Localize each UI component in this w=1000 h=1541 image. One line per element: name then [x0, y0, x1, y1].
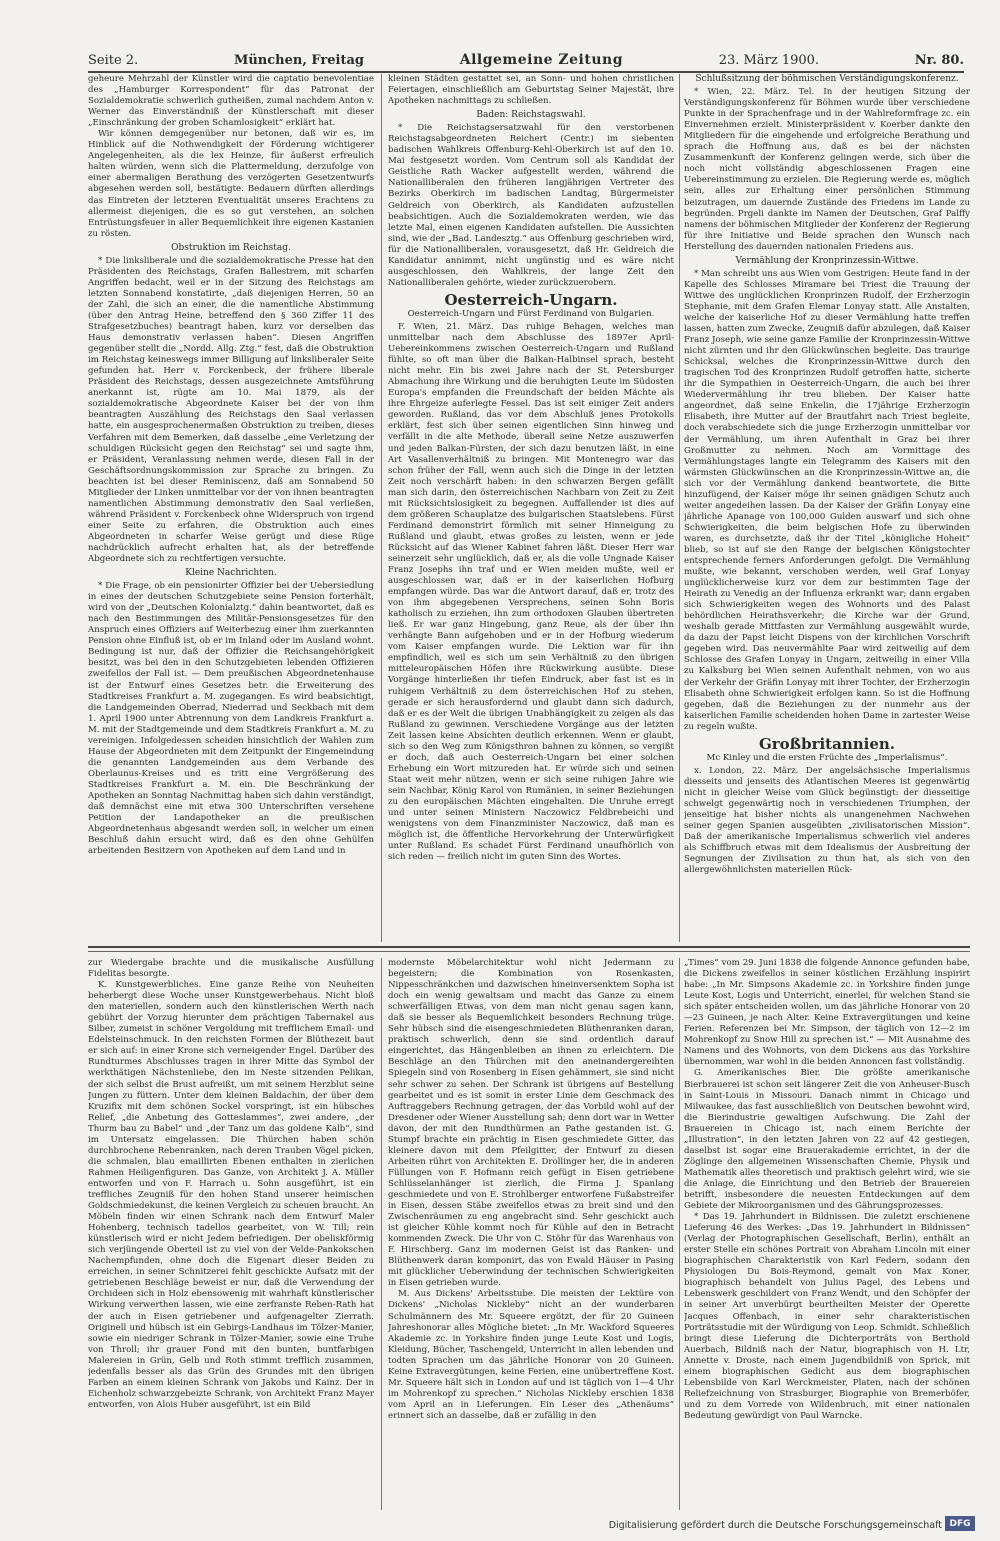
article-paragraph: kleinen Städten gestattet sei, an Sonn- und hohen christlichen Feiertagen, einschließlich am Geburtstag Seiner Majestät, ihre Apotheken nachmittags zu schließen. [388, 74, 674, 107]
issue-number: Nr. 80. [914, 53, 964, 68]
article-paragraph: Wir können demgegenüber nur betonen, daß wir es, im Hinblick auf die Nothwendigkeit der Förderung wichtigerer Angelegenheiten, als die lex Heinze, für äußerst erfreulich halten würden, wenn sich die Plattermeldung, derzufolge von einer abermaligen Berathung des verzögerten Gesetzentwurfs abgesehen werden soll, bestätigte. Bedauern dürften allerdings das Eintreten der letzteren Eventualität unseres Erachtens zu allermeist diejenigen, die es so gut verstehen, an solchen Entrüstungsfeuer in aller Bequemlichkeit ihre eigenen Kastanien zu rösten. [88, 129, 374, 239]
column-divider [679, 74, 680, 942]
masthead [88, 44, 964, 73]
section-heading: Großbritannien. [758, 734, 896, 753]
column-4 [88, 958, 374, 1510]
article-paragraph: M. Aus Dickens' Arbeitsstube. Die meisten der Lektüre von Dickens' „Nicholas Nickleby“ nicht an der wunderbaren Schulmännern des Mr. Squeere ergötzt, der für 20 Guineen Jahreshonorar alles Mögliche bietet: „In Mr. Wackford Squeeres Akademie zc. in Yorkshire finden junge Leute Kost und Logis, Kleidung, Bücher, Taschengeld, Unterricht in allen lebenden und todten Sprachen um das jährliche Honorar von 20 Guineen. Keine Extravergütungen, keine Ferien, eine unübertreffene Kost. Mr. Squeere hält sich in London auf und ist täglich von 1—4 Uhr im Mohrenkopf zu sprechen.“ Nicholas Nickleby erschien 1838 vom April an in Lieferungen. Ein Leser des „Athenäums“ erinnert sich an dasselbe, daß er zufällig in den [388, 1289, 674, 1421]
dfg-logo: DFG [945, 1516, 975, 1531]
newspaper-title: Allgemeine Zeitung [459, 52, 623, 68]
feuilleton-divider [88, 946, 970, 948]
article-paragraph: geheure Mehrzahl der Künstler wird die captatio benevolentiae des „Hamburger Korrespondent“ für das Patronat der Sozialdemokratie schwerlich gutheißen, zumal nachdem Anton v. Werner das Einverständniß der Künstlerschaft mit dieser „Einschränkung der groben Schamlosigkeit“ erklärt hat. [88, 74, 374, 129]
article-paragraph: zur Wiedergabe brachte und die musikalische Ausfüllung Fidelitas besorgte. [88, 958, 374, 980]
section-heading: Vermählung der Kronprinzessin-Wittwe. [735, 255, 919, 266]
article-paragraph: F. Wien, 21. März. Das ruhige Behagen, welches man unmittelbar nach dem Abschlusse des 1897er April-Uebereinkommens zwischen Oesterreich-Ungarn und Rußland fühlte, so oft man über die Balkan-Halbinsel sprach, besteht nicht mehr. Ein bis zwei Jahre nach der St. Petersburger Abmachung ihre Wirkung und die beruhigten Leute im Südosten Europa's empfanden die Freundschaft der beiden Mächte als ihre Ehrgeize auferlegte Fessel. Das ist seit einiger Zeit anders geworden. Rußland, das vor dem Abschluß jenes Protokolls erklärt, fest sich über seinen eigentlichen Sinn hinweg und verfällt in die alte Methode, überall seine Netze auszuwerfen und jeden Balkan-Fürsten, der sich dazu benutzen läßt, in eine Art Vasallenverhältniß zu bringen. Mit Montenegro war das schon früher der Fall, wenn auch sich die Dinge in der letzten Zeit noch verschärft haben: in den schwarzen Bergen gefällt man sich darin, den österreichischen Nachbarn von Zeit zu Zeit mit Rücksichtslosigkeit zu begegnen. Auffallender ist dies auf dem größeren Schauplatze des bulgarischen Staatslebens. Fürst Ferdinand demonstrirt förmlich mit seiner Hinneigung zu Rußland und glaubt, etwas großes zu leisten, wenn er jede Rücksicht auf das Wiener Kabinet fahren läßt. Dieser Herr war seinerzeit sehr unglücklich, daß er, als die volle Ungnade Kaiser Franz Josephs ihn traf und er Wien meiden mußte, weil er ausgeschlossen war, daß er in der kaiserlichen Hofburg empfangen würde. Das war die Antwort darauf, daß er, trotz des von ihm abgegebenen Versprechens, seinen Sohn Boris katholisch zu erziehen, ihn zum orthodoxen Glauben übertreten ließ. Er war ganz Hingebung, ganz Reue, als der über ihn verhängte Bann aufgehoben und er in der Hofburg wiederum vom Kaiser empfangen wurde. Die Lektion war für ihn empfindlich, weil es sich um sein Verhältniß zu den übrigen mitteleuropäischen Höfen ihre Rückwirkung ausübte. Diese Vorgänge hinterließen ihr tiefen Eindruck, aber fast ist es in ruhigem Verhältniß zu dem österreichischen Hof zu stehen, gerade er sich herausfordernd und glaubt dann sich dadurch, daß er es der Welt die übrigen Unabhängigkeit zu zeigen als das Rußland zu gewinnen. Verschiedene Vorgänge aus der letzten Zeit lassen keine Absichten deutlich erkennen. Wenn er glaubt, sich so den Weg zum Königsthron bahnen zu können, so vergißt er doch, daß auch Oesterreich-Ungarn bei einer solchen Erhebung ein Wort mitzureden hat. Er würde sich und seinen Staat weit mehr nützen, wenn er sich seine ruhigen Jahre wie sein Nachbar, König Karol von Rumänien, in seiner Beziehungen zu den europäischen Mächten eingehalten. Die Unruhe erregt und unter seinen Ministern Naczowicz Feldbrebeichi und wenigstens von dem Finanzminister Naczowicz, daß man es möglich ist, die öffentliche Hervorkehrung der Unterwürfigkeit unter Rußland. Es schadet Fürst Ferdinand unaufhörlich von sich reden — freilich nicht im guten Sinn des Wortes. [388, 321, 674, 863]
article-paragraph: modernste Möbelarchitektur wohl nicht Jedermann zu begeistern; die Kombination von Rosenkasten, Nippesschränkchen und dazwischen hineinversenktem Sopha ist doch ein wenig gewaltsam und macht das Ganze zu einem schwerfälligen Etwas, von dem man nicht genau sagen kann, daß sie besser als Bequemlichkeit besonders Rechnung trüge. Sehr hübsch sind die eisengeschmiedeten Blüthenranken daran, praktisch schwerlich, denn sie sind ordentlich darauf eingerichtet, das Hängenbleiben an ihnen zu erleichtern. Die Beschläge an den Thürchen mit den aneinandergereihten Spiegeln sind von Rosenberg in Eisen gehämmert, sie sind nicht sehr schwer zu sehen. Der Schrank ist übrigens auf Bestellung gearbeitet und es ist somit in erster Linie dem Geschmack des Auftraggebers Rechnung getragen, der das Vorbild wohl auf der Dresdener oder Wiener Ausstellung sah; denn dort war in Wetter davon, der mit den Rundthürmen an Pathe gestanden ist. G. Stumpf brachte ein prächtig in Eisen geschmiedete Gitter, das kleinere davon mit dem Pfeilgitter, der Entwurf zu diesen Arbeiten rührt von Architekten E. Drollinger her, die in anderen Füllungen von F. Hofmann reich gefügt in Eisen getriebene Schlüsselanhänger ist zierlich, die Firma J. Spanlang geschmiedete und von E. Strohlberger entworfene Fußabstreifer in Eisen, dessen Stäbe zweifellos etwas zu breit sind und den Zwischenräumen zu eng angebracht sind. Sehr geschickt auch ist gleicher Kühle kommt noch für Kühle auf den in Betracht kommenden Zweck. Die Uhr von C. Stöhr für das Warenhaus von F. Hirschberg. Ganz im modernen Geist ist das Ranken- und Blüthenwerk daran komponirt, das von Ewald Häuser in Pasing mit glücklicher Ueberwindung der technischen Schwierigkeiten in Eisen getrieben wurde. [388, 958, 674, 1289]
section-heading: Schlußsitzung der böhmischen Verständigungskonferenz. [695, 74, 959, 84]
column-3 [684, 74, 970, 942]
article-paragraph: * Das 19. Jahrhundert in Bildnissen. Die zuletzt erschienene Lieferung 46 des Werkes: „Das 19. Jahrhundert in Bildnissen“ (Verlag der Photographischen Gesellschaft, Berlin), enthält an erster Stelle ein schönes Portrait von Abraham Lincoln mit einer biographischen Charakteristik von Karl Federn, sodann den Physiologen Du Bois-Reymond, gemalt von Max Koner, biographisch behandelt von Julius Pagel, des Lebens und Lebenswerk geschildert von Franz Wendt, und den Schöpfer der in seiner Art unverbürgt beurtheilten Meister der Operette Jacques Offenbach, in einer sehr charakteristischen Porträtsstudie mit der Würdigung von Leop. Schmidt. Schließlich bringt diese Lieferung die Dichterporträts von Berthold Auerbach, Bildniß nach der Natur, biographisch von H. Ltr, Annette v. Droste, nach einem Jugendbildniß von Sprick, mit einem biographischen Gedicht aus dem biographischen Lebensbilde von Karl Werckmeister, Platen, nach der schönen Reliefzeichnung von Strasburger, Biographie von Bremerböfer, und zu dem Vorrede von Wildenbruch, mit einer nationalen Bedeutung gewürdigt von Paul Warncke. [684, 1212, 970, 1421]
article-paragraph: * Man schreibt uns aus Wien vom Gestrigen: Heute fand in der Kapelle des Schlosses Miramare bei Triest die Trauung der Wittwe des unglücklichen Kronprinzen Rudolf, der Erzherzogin Stephanie, mit dem Grafen Elemar Lonyay statt. Alle Anstalten, welche der kaiserliche Hof zu dieser Vermählung hatte treffen lassen, hatten zum Zwecke, Zeugniß dafür abzulegen, daß Kaiser Franz Joseph, wie seine ganze Familie der Kronprinzessin-Wittwe nicht zürnten und ihr den Glückwünschen begleite. Das traurige Schicksal, welches die Kronprinzessin-Wittwe durch den tragischen Tod des Kronprinzen Rudolf getroffen hatte, sicherte ihr die Sympathien in Oesterreich-Ungarn, die auch bei ihrer Wiedervermählung ihr treu blieben. Der Kaiser hatte angeordnet, daß seine Enkelin, die 17jährige Erzherzogin Elisabeth, ihre Mutter auf der Brautfahrt nach Triest begleite, doch verabschiedete sich die junge Erzherzogin unmittelbar vor der Vermählung, um ihren Aufenthalt in Graz bei ihrer Großmutter zu nehmen. Noch am Vormittage des Vermählungstages langte ein Telegramm des Kaisers mit den wärmsten Glückwünschen an die Kronprinzessin-Wittwe an, die sich vor der Vermählung dankend beantwortete, die Bitte hinzufügend, der Kaiser möge ihr seinen gnädigen Schutz auch weiter angedeihen lassen. Da der Kaiser der Gräfin Lonyay eine jährliche Apanage von 100,000 Gulden auswarf und sich ohne Schwierigkeiten, die beim belgischen Hofe zu überwinden waren, es durchsetzte, daß ihr der Titel „königliche Hoheit“ blieb, so ist auf sie den Range der belgischen Königstochter entsprechende ferners Anforderungen gefolgt. Die Vermählung mußte, wie bekannt, verschoben werden, weil Graf Lonyay unglücklicherweise kurz vor dem zur bestimmten Tage der Heirath zu Venedig an der Influenza erkrankt war; dann ergaben sich Schwierigkeiten wegen des Wohnorts und des Palast behördlichen Heirathsverkehr; die Kirche war der Grund, weshalb gerade Mittfasten zur Vermählung ausgewählt wurde, da dazu der Papst leicht Dispens von der kirchlichen Vorschrift gegeben wird. Das neuvermählte Paar wird zeitweilig auf dem Schlosse des Grafen Lonyay in Ungarn, zeitweilig in einer Villa zu Kalksburg bei Wien seinen Aufenthalt nehmen, von wo aus der Verkehr der Gräfin Lonyay mit ihrer Tochter, der Erzherzogin Elisabeth ohne Schwierigkeit erfolgen kann. So ist die Hoffnung gegeben, daß die Beziehungen zu der nunmehr aus der kaiserlichen Familie scheidenden hohen Dame in zartester Weise zu regeln wußte. [684, 268, 970, 732]
article-paragraph: K. Kunstgewerbliches. Eine ganze Reihe von Neuheiten beherbergt diese Woche unser Kunstgewerbehaus. Nicht bloß den materiellen, sondern auch den künstlerischen Werth nach gebührt der Vorzug hierunter dem prächtigen Tabernakel aus Silber, zumeist in schöner Vergoldung mit trefflichem Email- und Edelsteinschmuck. In den reichsten Formen der Blüthezeit baut er sich auf: in einer Krone sich verneigender Engel. Darüber des Rundturmes Abschlusses tragen in ihrer Mitte das Symbol der werkthätigen Nächstenliebe, den im Neste sitzenden Pelikan, der sich selbst die Brust aufreißt, um mit seinem Herzblut seine Jungen zu füttern. Unter dem kleinen Baldachin, der über dem Kruzifix mit dem schönen Sockel vorspringt, ist ein hübsches Relief, „die Anbetung des Gotteslammes“, zwei andere, „der Thurm bau zu Babel“ und „der Tanz um das goldene Kalb“, sind im Untersatz eingelassen. Die Thürchen haben schön durchbrochene Rebenranken, nach deren Trauben Vögel picken, die schmalen, blau emaillirten Ebenen enthalten in zierlichen Rahmen Heiligenfiguren. Das Ganze, von Architekt J. A. Müller entworfen und von F. Harrach u. Sohn ausgeführt, ist ein treffliches Zeugniß für den hohen Stand unserer heimischen Goldschmiedekunst, die keinen Vergleich zu scheuen braucht. An Möbeln finden wir einen Schrank nach dem Entwurf Maler Hohenberg, technisch tadellos gearbeitet, von W. Till; rein künstlerisch wird er nicht Jedem befriedigen. Der obeliskförmig sich verjüngende Oberteil ist zu viel von der Velde-Pankokschen Nachempfunden, ohne doch die Eigenart dieser Beiden zu erreichen, in seiner Schnitzerei fehlt geschickte Aufsatz mit der getriebenen Beschläge beweist er nur, daß die Verwendung der Orchideen sich in Holz ebensowenig mit wahrhaft künstlerischer Wirkung verwerthen lassen, wie eine zerfranste Reben-Rath hat der auch in Eisen getriebener und aufgenagelter Zierrath. Originell und hübsch ist ein Gebirgs-Landhaus im Tölzer-Manier, sowie ein niedriger Schrank in Tölzer-Manier, sowie eine Truhe von Throll; ihr grauer Fond mit den bunten, buntfarbigen Malereien in Grün, Gelb und Roth stimmt trefflich zusammen, jedenfalls besser als das Grün des Grundes mit den übrigen Farben an einem kleinen Schrank von Jakobs und Kainz. Der in Eichenholz schwarzgebeizte Schrank, von Architekt Franz Mayer entworfen, von Alois Huber ausgeführt, ist ein Bild [88, 980, 374, 1410]
column-divider [679, 958, 680, 1510]
section-heading: Kleine Nachrichten. [185, 568, 277, 579]
column-5 [388, 958, 674, 1510]
article-paragraph: G. Amerikanisches Bier. Die größte amerikanische Bierbrauerei ist schon seit längerer Zeit die von Anheuser-Busch in Saint-Louis in Missouri. Danach nimmt in Chicago und Milwaukee, das fast ausschließlich von Deutschen bewohnt wird, die Bierindustrie gewaltigen Aufschwung. Die Zahl der Brauereien in Chicago ist, nach einem Berichte der „Illustration“, in den letzten Jahren von 22 auf 42 gestiegen, daselbst ist sogar eine Brauerakademie errichtet, in der die Zöglinge den allgemeinen Wissenschaften Chemie, Physik und Mathematik alles theoretisch und praktisch gelehrt wird, wie sie die Anlage, die Einrichtung und den Betrieb der Brauereien betrifft, insbesondere die neuesten Entdeckungen auf dem Gebiete der Mikroorganismen und des Gährungsprozesses. [684, 1068, 970, 1212]
article-paragraph: * Wien, 22. März. Tel. In der heutigen Sitzung der Verständigungskonferenz für Böhmen wurde über verschiedene Punkte in der Sprachenfrage und in der Wahlreformfrage zc. ein Einvernehmen erzielt. Ministerpräsident v. Koerber dankte den Mitgliedern für die eingehende und erfolgreiche Berathung und sprach die Hoffnung aus, daß es bei der nächsten Zusammenkunft der Konferenz gelingen werde, sich über die noch nicht vollständig abgeschlossenen Fragen eine Uebereinstimmung zu erzielen. Die Regierung werde es, möglich sein, alles zur Erhaltung einer persönlichen Stimmung beizutragen, um dauernde Zustände des Friedens im Lande zu begründen. Prgeli dankte im Namen der Deutschen, Graf Palffy namens der böhmischen Mitglieder der Konferenz der Regierung für ihre Initiative und Beide sprachen den Wunsch nach Herstellung des dauernden nationalen Friedens aus. [684, 87, 970, 252]
article-paragraph: x. London, 22. März. Der angelsächsische Imperialismus diesseits und jenseits des Atlantischen Meeres ist gegenwärtig nicht in gleicher Weise vom Glück begünstigt: der diesseitige schwelgt gegenwärtig noch in verschiedenen Triumphen, der jenseitige hat bisher nichts als unangenehmen Nachwehen seiner gegen Spanien ausgeübten „zivilisatorischen Mission“. Daß der amerikanische Imperialismus schwerlich viel anderes als Schiffbruch etwas mit dem Idealismus der Ausbreitung der Segnungen der Zivilisation zu thun hat, als sich von den allergewöhnlichsten materiellen Rück- [684, 765, 970, 876]
section-heading: Obstruktion im Reichstag. [171, 242, 291, 253]
column-6 [684, 958, 970, 1510]
section-heading: Oesterreich-Ungarn. [444, 290, 618, 309]
article-subheading: Mc Kinley und die ersten Früchte des „Imperialismus“. [706, 752, 948, 763]
article-paragraph: „Times“ vom 29. Juni 1838 die folgende Annonce gefunden habe, die Dickens zweifellos in seiner köstlichen Erzählung inspirirt habe: „In Mr. Simpsons Akademie zc. in Yorkshire finden junge Leute Kost, Logis und Unterricht, einerlei, für welchen Stand sie sich später entscheiden wollen, um das jährliche Honorar von 20—23 Guineen, je nach Alter. Keine Extravergütungen und keine Ferien. Referenzen bei Mr. Simpson, der täglich von 12—2 im Mohrenkopf zu Snow Hill zu sprechen ist.“ — Mit Ausnahme des Namens und des Wohnorts, von dem Dickens aus das Yorkshire übernommen, war wohl in die beiden Annoncen fast vollständig. [684, 958, 970, 1068]
article-paragraph: * Die Reichstagsersatzwahl für den verstorbenen Reichstagsabgeordneten Reichert (Centr.) im siebenten badischen Wahlkreis Offenburg-Kehl-Oberkirch ist auf den 10. Mai festgesetzt worden. Vom Centrum soll als Kandidat der Geistliche Rath Wacker aufgestellt werden, während die Nationalliberalen den früheren langjährigen Vertreter des Bezirks Oberkirch im badischen Landtag, Bürgermeister Geldreich von Oberkirch, als Kandidaten aufzustellen beabsichtigen. Auch die Sozialdemokraten werden, wie das letzte Mal, einen eigenen Kandidaten aufstellen. Die Aussichten sind, wie der „Bad. Landesztg.“ aus Offenburg geschrieben wird, für die Nationalliberalen, vorausgesetzt, daß Hr. Geldreich die Kandidatur annimmt, nicht ungünstig und es wäre nicht ausgeschlossen, den Wahlkreis, der lange Zeit den Nationalliberalen gehörte, wieder zurückzuerobern. [388, 123, 674, 288]
page-number: Seite 2. [88, 53, 139, 68]
digitization-credit: Digitalisierung gefördert durch die Deutsche Forschungsgemeinschaft [608, 1520, 942, 1531]
article-paragraph: * Die Frage, ob ein pensionirter Offizier bei der Uebersiedlung in eines der deutschen Schutzgebiete seine Pension forterhält, wird von der „Deutschen Kolonialztg.“ dahin beantwortet, daß es nach den Bestimmungen des Militär-Pensionsgesetzes für den Anspruch eines Offiziers auf Weiterbezug einer ihm zuerkannten Pension ohne Einfluß ist, ob er im Inland oder im Ausland wohnt. Bedingung ist nur, daß der Offizier die Reichsangehörigkeit besitzt, was bei den in den Schutzgebieten lebenden Offizieren zweifellos der Fall ist. — Dem preußischen Abgeordnetenhause ist der Entwurf eines Gesetzes betr. die Erweiterung des Stadtkreises Frankfurt a. M. zugegangen. Es wird beabsichtigt, die Landgemeinden Oberrad, Niederrad und Seckbach mit dem 1. April 1900 unter Abtrennung von dem Landkreis Frankfurt a. M. mit der Stadtgemeinde und dem Stadtkreis Frankfurt a. M. zu vereinigen. Infolgedessen scheiden hinsichtlich der Wahlen zum Hause der Abgeordneten mit dem Zeitpunkt der Eingemeindung die genannten Landgemeinden aus dem Verbande des Oberlaunus-Kreises und es tritt eine Vergrößerung des Stadtkreises Frankfurt a. M. ein. Die Beschränkung der Apotheken an Sonntag Nachmittag haben sich dahin verständigt, daß demnächst eine mit etwa 300 Unterschriften versehene Petition der Landapotheker an die preußischen Abgeordnetenhaus abgesandt werden soll, in welcher um einen Beschluß dahin ersucht wird, daß es den ohne Gehülfen arbeitenden Besitzern von Apotheken auf dem Land und in [88, 581, 374, 857]
section-heading: Baden: Reichstagswahl. [476, 110, 586, 121]
column-divider [381, 958, 382, 1510]
article-paragraph: * Die linksliberale und die sozialdemokratische Presse hat den Präsidenten des Reichstags, Grafen Ballestrem, mit scharfen Angriffen bedacht, weil er in der Sitzung des Reichstags am letzten Sonnabend konstatirte, „daß diejenigen Herren, 50 an der Zahl, die sich an einer, die die namentliche Abstimmung (über den Antrag Heine, betreffend den § 360 Ziffer 11 des Strafgesetzbuches) beantragt haben, kurz vor derselben das Haus demonstrativ verlassen haben“. Diesen Angriffen gegenüber stellt die „Nordd. Allg. Ztg.“ fest, daß die Obstruktion im Reichstag keineswegs immer Billigung auf linksliberaler Seite gefunden hat. Herr v. Forckenbeck, der frühere liberale Präsident des Reichstags, dessen ausgezeichnete Amtsführung anerkannt ist, rügte am 10. Mai 1879, als der sozialdemokratische Abgeordnete Kaiser bei der von ihm beantragten Auszählung des Reichstags den Saal verlassen hatte, ein ausgesprochenermaßen Obstruktion zu treiben, dieses Verfahren mit dem Bemerken, daß dasselbe „eine Verletzung der schuldigen Rücksicht gegen den Reichstag“ sei und sagte ihm, er Präsident, Veranlassung nehmen werde, diesen Fall in der Geschäftsordnungskommission zur Sprache zu bringen. Zu beachten ist bei dieser Reminiscenz, daß am Sonnabend 50 Mitglieder der Linken unmittelbar vor der von ihnen beantragten namentlichen Abstimmung demonstrativ den Saal verließen, während Präsident v. Forckenbeck ohne Widerspruch von irgend einer Seite zu erfahren, die Obstruktion auch eines Abgeordneten in scharfer Weise gerügt und diese Rüge nachdrücklich aufrecht erhalten hat, als der betreffende Abgeordnete sich zu rechtfertigen versuchte. [88, 255, 374, 565]
column-1 [88, 74, 374, 942]
article-subheading: Oesterreich-Ungarn und Fürst Ferdinand von Bulgarien. [407, 308, 655, 319]
issue-date: 23. März 1900. [718, 53, 820, 68]
column-2 [388, 74, 674, 942]
feuilleton-divider [88, 951, 970, 952]
place-day: München, Freitag [233, 53, 364, 68]
column-divider [381, 74, 382, 942]
